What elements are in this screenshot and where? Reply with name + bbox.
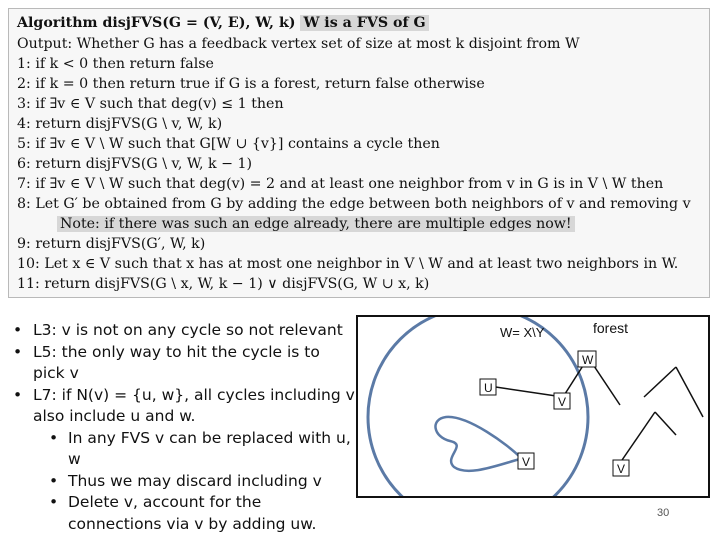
- node-v-mid-label: V: [558, 395, 567, 409]
- bullet-l7-text: L7: if N(v) = {u, w}, all cycles including v also include u and w.: [33, 385, 355, 425]
- algorithm-line-2: 2: if k = 0 then return true if G is a forest, return false otherwise: [17, 76, 485, 92]
- algorithm-signature: Algorithm disjFVS(G = (V, E), W, k): [17, 15, 296, 31]
- graph-figure: [356, 315, 710, 498]
- bullet-l5: [10, 342, 355, 385]
- algorithm-header: [17, 14, 429, 32]
- algorithm-line-5: 5: if ∃v ∈ V \ W such that G[W ∪ {v}] contains a cycle then: [17, 136, 440, 152]
- algorithm-note: [57, 215, 575, 233]
- bullet-dot: •: [13, 385, 23, 404]
- algorithm-line-4: 4: return disjFVS(G \ v, W, k): [17, 116, 223, 132]
- w-set-label: W= X\Y: [500, 325, 545, 340]
- bullet-l3-text: L3: v is not on any cycle so not relevant: [33, 321, 343, 339]
- bullet-l7: [10, 385, 355, 428]
- sub-bullet-replace-text: In any FVS v can be replaced with u, w: [68, 428, 351, 468]
- bullet-dot: •: [13, 321, 23, 339]
- forest-edge-2: [620, 412, 655, 463]
- sub-bullet-discard: [10, 471, 355, 493]
- algorithm-line-3: 3: if ∃v ∈ V such that deg(v) ≤ 1 then: [17, 96, 284, 112]
- algorithm-box: [8, 8, 710, 298]
- node-v-bottom-left-label: V: [522, 455, 531, 469]
- sub-bullet-discard-text: Thus we may discard including v: [68, 471, 322, 490]
- algorithm-output: Output: Whether G has a feedback vertex set of size at most k disjoint from W: [17, 36, 580, 52]
- algorithm-line-9: 9: return disjFVS(G′, W, k): [17, 236, 206, 252]
- forest-edge-3: [655, 412, 676, 435]
- header-note: W is a FVS of G: [300, 15, 428, 31]
- node-u-label: U: [484, 381, 493, 395]
- page-number: 30: [657, 507, 670, 519]
- sub-bullet-replace: [10, 428, 355, 471]
- algorithm-line-1: 1: if k < 0 then return false: [17, 56, 214, 72]
- bullet-l3: [10, 320, 355, 342]
- node-v-bottom-right-label: V: [617, 462, 626, 476]
- note-text: Note: if there was such an edge already, there are multiple edges now!: [57, 216, 575, 232]
- sub-bullet-delete-text: Delete v, account for the connections via v by adding uw.: [68, 493, 317, 533]
- algorithm-line-11: 11: return disjFVS(G \ x, W, k − 1) ∨ disjFVS(G, W ∪ x, k): [17, 276, 430, 292]
- bullet-l5-text: L5: the only way to hit the cycle is to pick v: [33, 342, 320, 382]
- forest-label: forest: [593, 320, 629, 336]
- explanation-bullets: [10, 320, 355, 535]
- sub-bullet-dot: •: [49, 493, 59, 511]
- algorithm-line-7: 7: if ∃v ∈ V \ W such that deg(v) = 2 and at least one neighbor from v in G is in V \ W then: [17, 176, 664, 192]
- algorithm-line-6: 6: return disjFVS(G \ v, W, k − 1): [17, 156, 253, 172]
- sub-bullet-dot: •: [49, 428, 59, 447]
- algorithm-line-10: 10: Let x ∈ V such that x has at most one neighbor in V \ W and at least two neighbors in W.: [17, 256, 679, 272]
- graph-svg: [358, 317, 708, 496]
- node-w-label: W: [582, 353, 594, 367]
- sub-bullet-dot: •: [49, 471, 59, 490]
- bullet-dot: •: [13, 342, 23, 361]
- sub-bullet-delete: [10, 492, 355, 535]
- cycle-loop: [435, 417, 520, 471]
- forest-edge-5: [676, 367, 703, 417]
- edge-u-v: [489, 386, 563, 397]
- forest-edge-4: [644, 367, 676, 397]
- algorithm-line-8: 8: Let G′ be obtained from G by adding the edge between both neighbors of v and removing v: [17, 196, 691, 212]
